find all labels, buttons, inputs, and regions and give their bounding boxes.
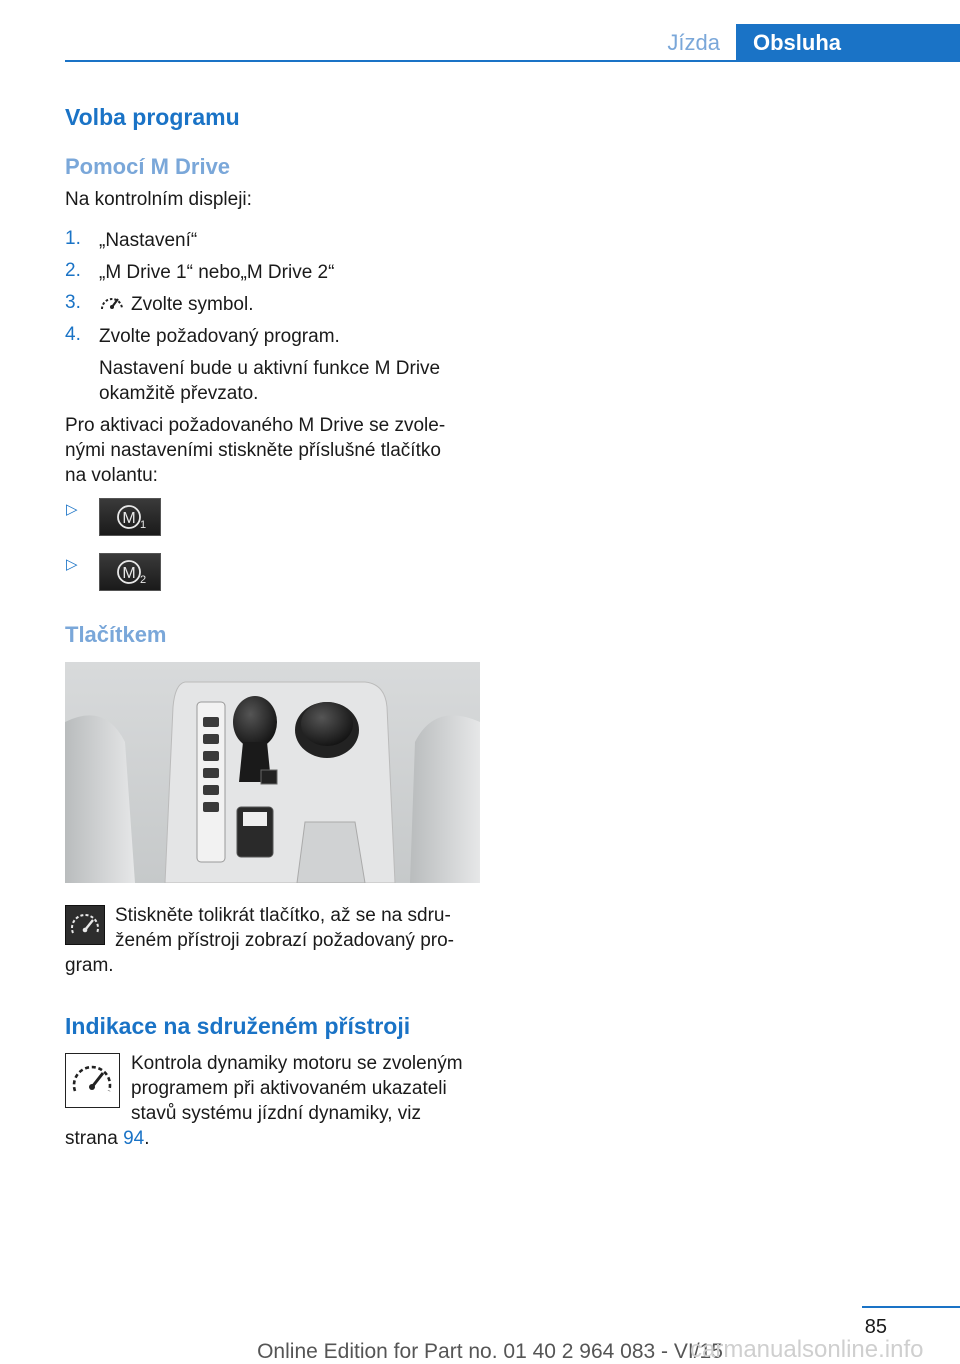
- cluster-text: Kontrola dynamiky motoru se zvoleným: [131, 1053, 463, 1074]
- paragraph-text: nými nastaveními stiskněte příslušné tlačítko: [65, 440, 441, 461]
- section-heading-mdrive: Pomocí M Drive: [65, 154, 231, 179]
- cluster-text: strana: [65, 1128, 124, 1149]
- watermark: carmanualsonline.info: [690, 1336, 924, 1363]
- step-text: Zvolte požadovaný program.: [99, 326, 340, 347]
- speedometer-icon: [65, 905, 105, 945]
- page-title: Volba programu: [65, 104, 240, 130]
- page-reference-link[interactable]: 94: [123, 1128, 145, 1149]
- cluster-text: programem při aktivovaném ukazateli: [131, 1078, 447, 1099]
- instruction-text: gram.: [65, 955, 114, 976]
- step-note: Nastavení bude u aktivní funkce M Drive: [99, 358, 441, 379]
- m2-steering-button: [99, 553, 161, 591]
- section-heading-cluster: Indikace na sdruženém přístroji: [65, 1013, 411, 1039]
- step-text: „M Drive 1“ nebo„M Drive 2“: [99, 262, 335, 283]
- m1-steering-button: [99, 498, 161, 536]
- m-drive-1-icon: [100, 499, 160, 535]
- step-number: 4.: [65, 324, 81, 345]
- cluster-text: stavů systému jízdní dynamiky, viz: [131, 1103, 422, 1124]
- intro-text: Na kontrolním displeji:: [65, 189, 252, 210]
- cluster-text-last: [65, 1126, 150, 1151]
- footer-rule: [862, 1306, 960, 1308]
- step-number: 2.: [65, 260, 81, 281]
- svg-text:2: 2: [139, 574, 147, 586]
- m-drive-2-icon: [100, 554, 160, 590]
- step-number: 1.: [65, 228, 81, 249]
- speedometer-icon: [65, 1053, 120, 1108]
- center-console-illustration: [65, 662, 480, 883]
- svg-text:M: M: [122, 510, 136, 527]
- step-text: Zvolte symbol.: [131, 294, 254, 315]
- cluster-text: .: [144, 1128, 150, 1149]
- header-section-tab[interactable]: Jízda: [667, 30, 720, 55]
- section-heading-button: Tlačítkem: [65, 622, 167, 647]
- edition-note: Online Edition for Part no. 01 40 2 964 083 - VI/15: [257, 1340, 723, 1363]
- svg-text:M: M: [122, 565, 136, 582]
- svg-text:1: 1: [139, 519, 147, 531]
- step-text: „Nastavení“: [99, 230, 198, 251]
- page-number: 85: [864, 1316, 887, 1338]
- instruction-text: ženém přístroji zobrazí požadovaný pro-: [115, 930, 454, 951]
- step-number: 3.: [65, 292, 81, 313]
- paragraph-text: na volantu:: [65, 465, 158, 486]
- header-chapter-tab[interactable]: Obsluha: [736, 24, 960, 62]
- instruction-text: Stiskněte tolikrát tlačítko, až se na sdru-: [115, 905, 451, 926]
- speedometer-icon: [99, 291, 125, 315]
- triangle-right-icon: ▷: [66, 556, 78, 573]
- triangle-right-icon: ▷: [66, 501, 78, 518]
- step-note: okamžitě převzato.: [99, 383, 259, 404]
- paragraph-text: Pro aktivaci požadovaného M Drive se zvole-: [65, 415, 446, 436]
